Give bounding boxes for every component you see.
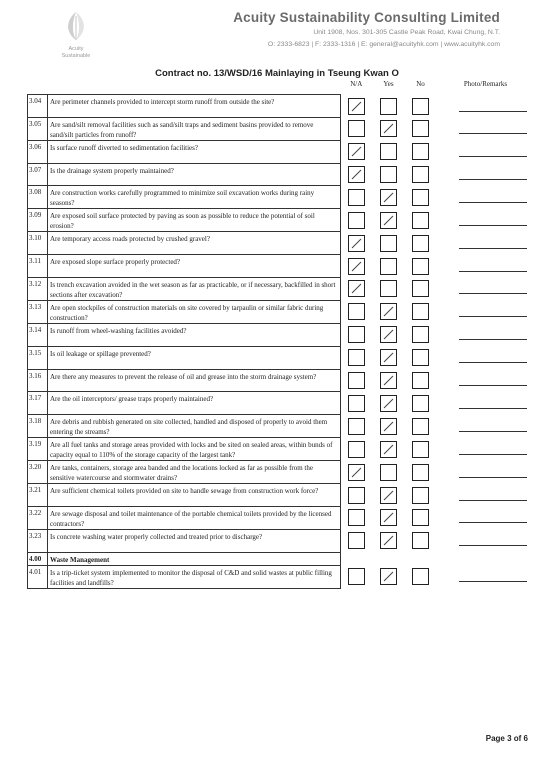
tick-mark-icon [381,533,396,548]
tick-mark-icon [381,213,396,228]
item-number: 3.07 [28,163,48,186]
checkbox-na[interactable] [348,235,365,252]
checkbox-na[interactable] [348,280,365,297]
cell-no [405,95,437,118]
item-number: 3.10 [28,232,48,255]
item-question: Are sand/silt removal facilities such as sand/silt traps and sediment basins provided to remove sand/silt particles from runoff? [48,117,341,140]
checkbox-yes[interactable] [380,487,397,504]
cell-yes [373,346,405,369]
checkbox-no[interactable] [412,372,429,389]
header-number [28,80,48,95]
remarks-line [459,225,527,226]
item-number: 3.19 [28,438,48,461]
checkbox-na[interactable] [348,487,365,504]
header-no: No [416,80,425,88]
cell-yes [373,209,405,232]
checkbox-na[interactable] [348,349,365,366]
checkbox-yes[interactable] [380,212,397,229]
remarks-cell[interactable] [437,565,535,588]
remarks-line [459,362,527,363]
tick-mark-icon [381,121,396,136]
cell-no [405,438,437,461]
cell-yes [373,117,405,140]
remarks-line [459,271,527,272]
company-name: Acuity Sustainability Consulting Limited [233,10,500,25]
cell-na [341,232,373,255]
cell-na [341,163,373,186]
table-row [28,232,535,255]
checklist-table [27,80,535,589]
tick-mark-icon [381,350,396,365]
tick-mark-icon [349,167,364,182]
checkbox-na[interactable] [348,258,365,275]
checkbox-no[interactable] [412,189,429,206]
leaf-logo-icon [61,10,91,44]
table-row [28,369,535,392]
tick-mark-icon [349,99,364,114]
cell-na [341,484,373,507]
header-question [48,80,341,95]
checkbox-yes[interactable] [380,189,397,206]
item-number: 3.15 [28,346,48,369]
checkbox-na[interactable] [348,532,365,549]
remarks-cell[interactable] [437,529,535,552]
table-row [28,484,535,507]
remarks-line [459,477,527,478]
checkbox-na[interactable] [348,464,365,481]
cell-na [341,95,373,118]
remarks-cell[interactable] [437,369,535,392]
checkbox-no[interactable] [412,120,429,137]
cell-yes [373,140,405,163]
item-question: Is the drainage system properly maintained? [48,163,341,186]
item-question: Are temporary access roads protected by crushed gravel? [48,232,341,255]
cell-na [341,438,373,461]
checkbox-yes[interactable] [380,326,397,343]
cell-yes [373,255,405,278]
remarks-line [459,202,527,203]
cell-na [341,529,373,552]
remarks-line [459,581,527,582]
remarks-line [459,454,527,455]
checkbox-no[interactable] [412,395,429,412]
remarks-cell[interactable] [437,484,535,507]
tick-mark-icon [349,259,364,274]
table-row [28,209,535,232]
item-number: 4.01 [28,565,48,588]
checkbox-yes[interactable] [380,349,397,366]
checkbox-yes[interactable] [380,418,397,435]
remarks-cell[interactable] [437,300,535,323]
checkbox-na[interactable] [348,568,365,585]
checkbox-no[interactable] [412,303,429,320]
section-row [28,552,535,565]
remarks-cell[interactable] [437,346,535,369]
cell-yes [373,415,405,438]
remarks-line [459,111,527,112]
checkbox-no[interactable] [412,258,429,275]
checkbox-no[interactable] [412,464,429,481]
remarks-cell[interactable] [437,323,535,346]
cell-no [405,186,437,209]
item-number: 3.13 [28,300,48,323]
checkbox-yes[interactable] [380,395,397,412]
item-number: 3.21 [28,484,48,507]
table-row [28,163,535,186]
tick-mark-icon [349,465,364,480]
cell-yes [373,300,405,323]
empty-cell [341,552,373,565]
tick-mark-icon [381,190,396,205]
cell-na [341,117,373,140]
cell-na [341,346,373,369]
cell-no [405,232,437,255]
checkbox-na[interactable] [348,509,365,526]
remarks-cell[interactable] [437,209,535,232]
checkbox-yes[interactable] [380,235,397,252]
company-contact: O: 2333-6823 | F: 2333-1316 | E: general@acuityhk.com | www.acuityhk.com [267,41,500,48]
cell-yes [373,392,405,415]
item-question: Is runoff from wheel-washing facilities avoided? [48,323,341,346]
cell-na [341,369,373,392]
section-number: 4.00 [28,552,48,565]
remarks-cell[interactable] [437,438,535,461]
item-number: 3.09 [28,209,48,232]
checkbox-na[interactable] [348,418,365,435]
item-question: Is oil leakage or spillage prevented? [48,346,341,369]
item-number: 3.22 [28,506,48,529]
item-number: 3.17 [28,392,48,415]
remarks-line [459,179,527,180]
cell-na [341,209,373,232]
cell-no [405,163,437,186]
tick-mark-icon [381,373,396,388]
cell-no [405,140,437,163]
cell-no [405,300,437,323]
cell-no [405,392,437,415]
checkbox-na[interactable] [348,189,365,206]
item-question: Are sufficient chemical toilets provided on site to handle sewage from construction work force? [48,484,341,507]
table-row [28,186,535,209]
remarks-line [459,545,527,546]
remarks-line [459,156,527,157]
item-number: 3.06 [28,140,48,163]
tick-mark-icon [349,144,364,159]
cell-na [341,392,373,415]
remarks-cell[interactable] [437,461,535,484]
table-row [28,300,535,323]
cell-na [341,300,373,323]
checkbox-no[interactable] [412,326,429,343]
empty-cell [437,552,535,565]
tick-mark-icon [381,304,396,319]
checkbox-na[interactable] [348,326,365,343]
page-header [0,0,554,72]
remarks-line [459,431,527,432]
item-number: 3.04 [28,95,48,118]
cell-na [341,506,373,529]
item-question: Are sewage disposal and toilet maintenance of the portable chemical toilets provided by the licensed contractors? [48,506,341,529]
item-number: 3.14 [28,323,48,346]
checkbox-yes[interactable] [380,464,397,481]
checkbox-yes[interactable] [380,258,397,275]
item-question: Are debris and rubbish generated on site collected, handled and disposed of properly to avoid them entering the streams? [48,415,341,438]
cell-no [405,565,437,588]
cell-na [341,323,373,346]
cell-yes [373,186,405,209]
cell-no [405,277,437,300]
cell-no [405,255,437,278]
tick-mark-icon [381,488,396,503]
remarks-cell[interactable] [437,186,535,209]
item-question: Are perimeter channels provided to intercept storm runoff from outside the site? [48,95,341,118]
table-row [28,529,535,552]
tick-mark-icon [381,396,396,411]
item-number: 3.23 [28,529,48,552]
checkbox-no[interactable] [412,98,429,115]
remarks-cell[interactable] [437,392,535,415]
logo-text-line-2: Sustainable [61,53,91,59]
cell-na [341,277,373,300]
empty-cell [405,552,437,565]
item-question: Are tanks, containers, storage area banded and the locations locked as far as possible from the sensitive watercourse and stormwater drains? [48,461,341,484]
checkbox-yes[interactable] [380,120,397,137]
cell-yes [373,323,405,346]
remarks-cell[interactable] [437,255,535,278]
item-number: 3.05 [28,117,48,140]
cell-no [405,209,437,232]
table-row [28,346,535,369]
checkbox-na[interactable] [348,303,365,320]
cell-no [405,117,437,140]
table-row [28,277,535,300]
item-question: Are there any measures to prevent the release of oil and grease into the storm drainage system? [48,369,341,392]
table-row [28,438,535,461]
checkbox-no[interactable] [412,235,429,252]
cell-yes [373,565,405,588]
remarks-line [459,408,527,409]
table-row [28,415,535,438]
cell-no [405,346,437,369]
checkbox-yes[interactable] [380,509,397,526]
remarks-cell[interactable] [437,506,535,529]
item-question: Are exposed soil surface protected by paving as soon as possible to reduce the potential of soil erosion? [48,209,341,232]
item-question: Are all fuel tanks and storage areas provided with locks and be sited on sealed areas, within bunds of capacity equal to 110% of the storage capacity of the largest tank? [48,438,341,461]
tick-mark-icon [381,569,396,584]
cell-yes [373,484,405,507]
checkbox-no[interactable] [412,349,429,366]
cell-yes [373,506,405,529]
checkbox-yes[interactable] [380,532,397,549]
item-question: Is trench excavation avoided in the wet season as far as practicable, or if necessary, backfilled in short sections after excavation? [48,277,341,300]
checkbox-yes[interactable] [380,303,397,320]
page-footer: Page 3 of 6 [485,734,528,743]
checkbox-na[interactable] [348,395,365,412]
checkbox-no[interactable] [412,166,429,183]
item-number: 3.12 [28,277,48,300]
checkbox-no[interactable] [412,212,429,229]
checkbox-yes[interactable] [380,441,397,458]
checkbox-yes[interactable] [380,280,397,297]
checkbox-no[interactable] [412,487,429,504]
cell-yes [373,95,405,118]
remarks-cell[interactable] [437,95,535,118]
table-row [28,255,535,278]
company-address: Unit 1908, Nos. 301-305 Castle Peak Road, Kwai Chung, N.T. [313,29,500,36]
remarks-cell[interactable] [437,140,535,163]
item-question: Is surface runoff diverted to sedimentation facilities? [48,140,341,163]
checkbox-yes[interactable] [380,372,397,389]
header-yes: Yes [383,80,394,88]
checkbox-yes[interactable] [380,143,397,160]
item-question: Are the oil interceptors/ grease traps properly maintained? [48,392,341,415]
item-number: 3.16 [28,369,48,392]
remarks-line [459,339,527,340]
remarks-line [459,500,527,501]
checkbox-na[interactable] [348,441,365,458]
checkbox-no[interactable] [412,532,429,549]
checkbox-no[interactable] [412,509,429,526]
cell-yes [373,529,405,552]
cell-na [341,565,373,588]
remarks-line [459,248,527,249]
tick-mark-icon [349,236,364,251]
table-row [28,461,535,484]
tick-mark-icon [381,419,396,434]
table-row [28,95,535,118]
cell-yes [373,232,405,255]
cell-yes [373,438,405,461]
remarks-cell[interactable] [437,415,535,438]
tick-mark-icon [349,281,364,296]
table-row [28,140,535,163]
header-remarks: Photo/Remarks [463,80,508,88]
cell-no [405,323,437,346]
checkbox-no[interactable] [412,441,429,458]
header-na: N/A [350,80,363,88]
remarks-cell[interactable] [437,232,535,255]
cell-yes [373,461,405,484]
remarks-line [459,385,527,386]
remarks-line [459,293,527,294]
checkbox-na[interactable] [348,166,365,183]
item-question: Are open stockpiles of construction materials on site covered by tarpaulin or similar fabric during construction? [48,300,341,323]
table-row [28,506,535,529]
cell-yes [373,277,405,300]
company-logo [54,10,98,60]
tick-mark-icon [381,510,396,525]
cell-no [405,506,437,529]
table-row [28,117,535,140]
cell-no [405,461,437,484]
checkbox-no[interactable] [412,568,429,585]
checkbox-yes[interactable] [380,166,397,183]
empty-cell [373,552,405,565]
item-number: 3.20 [28,461,48,484]
remarks-line [459,133,527,134]
table-header-row [28,80,535,95]
item-question: Are construction works carefully programmed to minimize soil excavation works during rainy seasons? [48,186,341,209]
cell-na [341,186,373,209]
item-question: Are exposed slope surface properly protected? [48,255,341,278]
remarks-cell[interactable] [437,117,535,140]
cell-no [405,529,437,552]
cell-yes [373,163,405,186]
checkbox-na[interactable] [348,212,365,229]
cell-no [405,484,437,507]
checkbox-no[interactable] [412,143,429,160]
remarks-cell[interactable] [437,163,535,186]
checkbox-na[interactable] [348,98,365,115]
section-title: Waste Management [48,552,341,565]
cell-no [405,415,437,438]
tick-mark-icon [381,442,396,457]
item-question: Is concrete washing water properly collected and treated prior to discharge? [48,529,341,552]
remarks-line [459,522,527,523]
cell-no [405,369,437,392]
item-number: 3.08 [28,186,48,209]
checkbox-na[interactable] [348,372,365,389]
table-row [28,323,535,346]
checkbox-no[interactable] [412,280,429,297]
checkbox-na[interactable] [348,120,365,137]
cell-yes [373,369,405,392]
cell-na [341,140,373,163]
cell-na [341,415,373,438]
remarks-line [459,316,527,317]
table-row [28,565,535,588]
item-number: 3.18 [28,415,48,438]
logo-text-line-1: Acuity [68,46,84,52]
company-block [233,10,500,49]
contract-title: Contract no. 13/WSD/16 Mainlaying in Tseung Kwan O [155,68,399,79]
tick-mark-icon [381,327,396,342]
checkbox-na[interactable] [348,143,365,160]
item-question: Is a trip-ticket system implemented to monitor the disposal of C&D and solid wastes at public filling facilities and landfills? [48,565,341,588]
checkbox-yes[interactable] [380,98,397,115]
cell-na [341,255,373,278]
item-number: 3.11 [28,255,48,278]
checkbox-yes[interactable] [380,568,397,585]
remarks-cell[interactable] [437,277,535,300]
checkbox-no[interactable] [412,418,429,435]
cell-na [341,461,373,484]
table-row [28,392,535,415]
